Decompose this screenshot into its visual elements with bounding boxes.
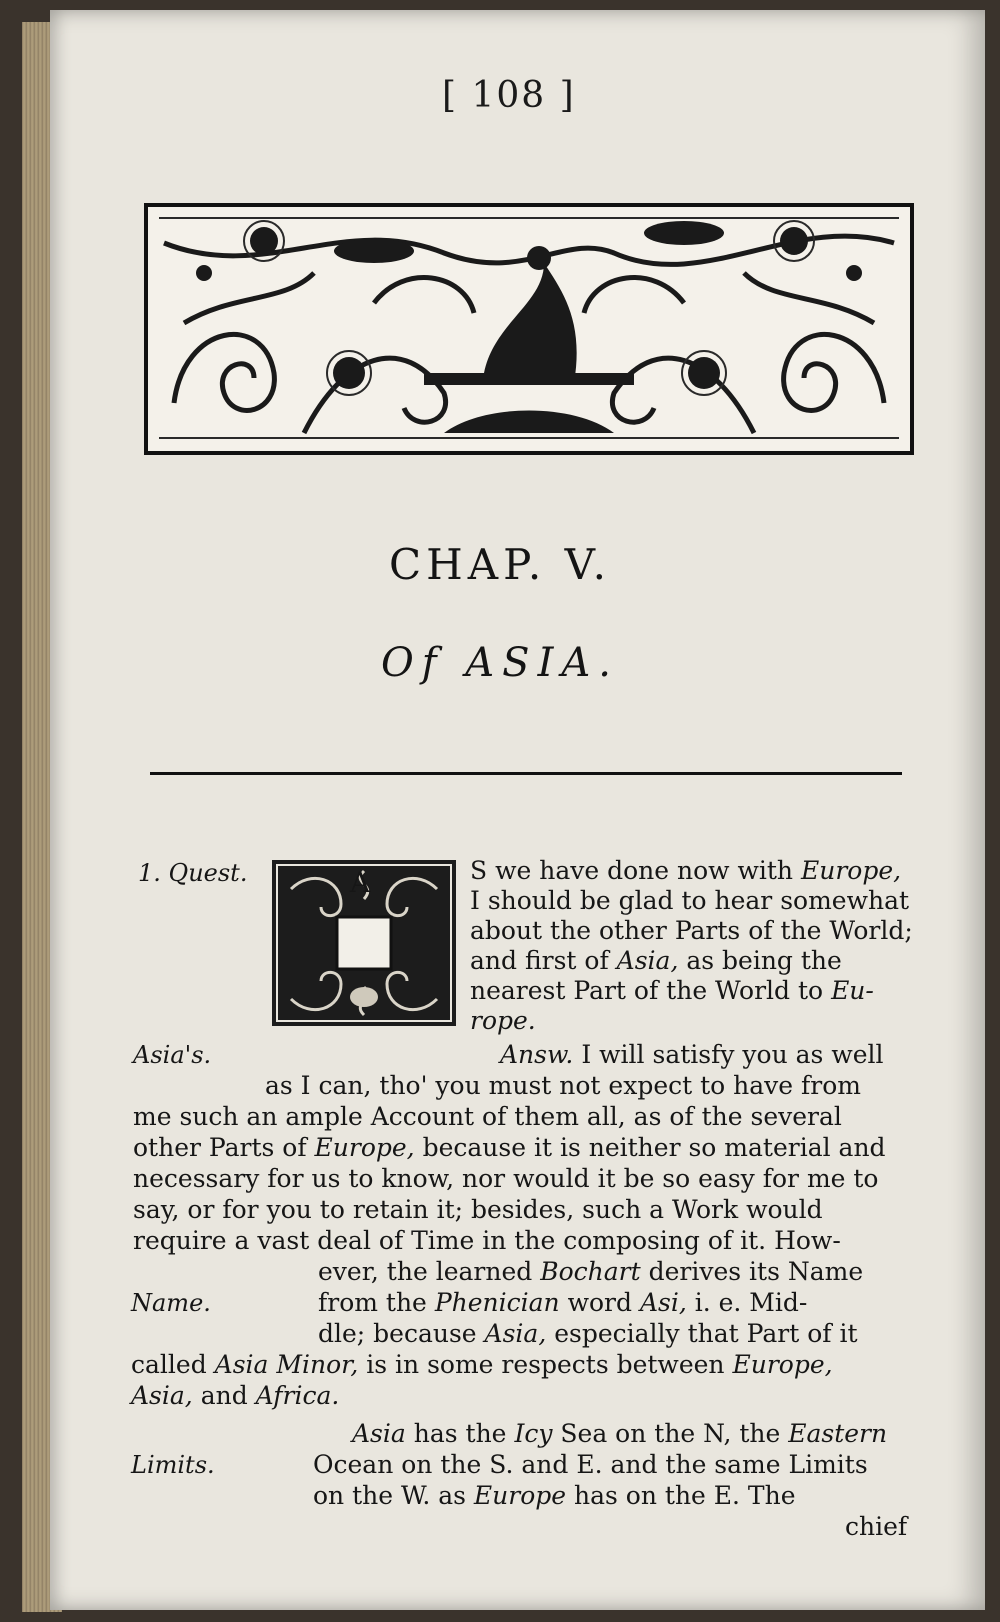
limits-line-1 xyxy=(352,1419,887,1449)
q5-eu: Eu- xyxy=(831,976,874,1005)
a12-and: and xyxy=(200,1381,248,1410)
limits-line-3 xyxy=(313,1481,796,1511)
a1-text: I will satisfy you as well xyxy=(581,1040,884,1069)
lim3-europe: Europe xyxy=(473,1481,567,1510)
answer-line-6: say, or for you to retain it; besides, such a Work would xyxy=(133,1195,823,1224)
answer-line-4 xyxy=(133,1133,886,1163)
a12-asia: Asia, xyxy=(131,1381,193,1410)
q4-asia: Asia, xyxy=(616,946,679,975)
lim1-icy: Icy xyxy=(514,1419,553,1448)
woodcut-headpiece xyxy=(144,203,914,455)
a8-b: derives its Name xyxy=(648,1257,864,1286)
a11-a: called xyxy=(131,1350,207,1379)
divider-rule xyxy=(150,772,902,775)
lim1-asia: Asia xyxy=(352,1419,406,1448)
lim3-a: on the W. as xyxy=(313,1481,466,1510)
a9-a: from the xyxy=(318,1288,427,1317)
lim1-b: has the xyxy=(413,1419,507,1448)
chapter-heading: CHAP. V. xyxy=(389,540,611,589)
drop-cap-letter: A xyxy=(350,866,371,899)
a10-asia: Asia, xyxy=(484,1319,547,1348)
catchword: chief xyxy=(845,1512,908,1541)
limits-line-2: Ocean on the S. and E. and the same Limits xyxy=(313,1450,868,1479)
answer-line-9 xyxy=(318,1288,807,1318)
a10-a: dle; because xyxy=(318,1319,477,1348)
question-line-2: I should be glad to hear somewhat xyxy=(470,886,910,915)
q4-as-being: as being the xyxy=(686,946,842,975)
q1-europe: Europe, xyxy=(800,856,902,885)
answer-line-8 xyxy=(318,1257,863,1287)
a11-asia-minor: Asia Minor, xyxy=(214,1350,359,1379)
answer-line-3: me such an ample Account of them all, as of the several xyxy=(133,1102,842,1131)
chapter-title: Of ASIA. xyxy=(380,640,619,686)
question-line-3: about the other Parts of the World; xyxy=(470,916,913,945)
margin-note-asias: Asia's. xyxy=(133,1041,212,1069)
question-line-4 xyxy=(470,946,842,976)
answ-label: Answ. xyxy=(500,1040,574,1069)
a4-a: other Parts of xyxy=(133,1133,307,1162)
a9-c: i. e. Mid- xyxy=(694,1288,808,1317)
a4-europe: Europe, xyxy=(314,1133,415,1162)
a11-europe: Europe, xyxy=(732,1350,833,1379)
question-line-5 xyxy=(470,976,874,1006)
a9-phenician: Phenician xyxy=(434,1288,560,1317)
answer-line-12 xyxy=(131,1381,339,1411)
a10-b: especially that Part of it xyxy=(554,1319,858,1348)
question-line-6: rope. xyxy=(470,1006,536,1035)
lim3-c: has on the E. The xyxy=(574,1481,796,1510)
a4-b: because it is neither so material and xyxy=(422,1133,886,1162)
answer-line-10 xyxy=(318,1319,858,1349)
a8-a: ever, the learned xyxy=(318,1257,533,1286)
answer-line-5: necessary for us to know, nor would it be so easy for me to xyxy=(133,1164,879,1193)
answer-line-2: as I can, tho' you must not expect to have from xyxy=(265,1071,861,1100)
answer-line-1 xyxy=(500,1040,884,1070)
q1-text: S we have done now with xyxy=(470,856,794,885)
a11-b: is in some respects between xyxy=(366,1350,725,1379)
q4-text: and first of xyxy=(470,946,609,975)
margin-note-limits: Limits. xyxy=(131,1451,215,1479)
a8-bochart: Bochart xyxy=(540,1257,641,1286)
margin-note-quest: 1. Quest. xyxy=(138,859,248,887)
lim1-eastern: Eastern xyxy=(788,1419,888,1448)
a12-africa: Africa. xyxy=(255,1381,340,1410)
margin-note-name: Name. xyxy=(131,1289,211,1317)
answer-line-7: require a vast deal of Time in the composing of it. How- xyxy=(133,1226,841,1255)
page-number: [ 108 ] xyxy=(442,75,576,116)
lim1-d: Sea on the N, the xyxy=(560,1419,781,1448)
answer-line-11 xyxy=(131,1350,833,1380)
q5-text: nearest Part of the World to xyxy=(470,976,824,1005)
question-line-1 xyxy=(470,856,901,886)
a9-b: word xyxy=(567,1288,632,1317)
a9-asi: Asi, xyxy=(639,1288,687,1317)
